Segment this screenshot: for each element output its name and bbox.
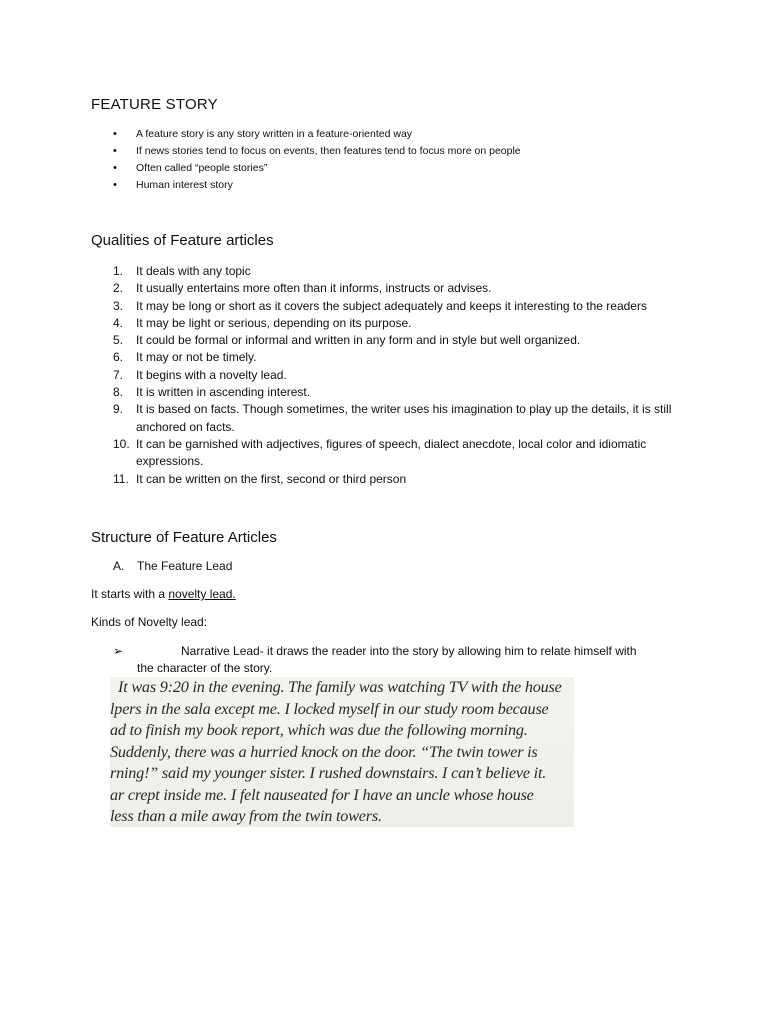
scan-line: ad to finish my book report, which was due the following morning.	[110, 721, 528, 739]
kinds-paragraph: Kinds of Novelty lead:	[91, 615, 208, 629]
list-item: • Human interest story	[91, 177, 521, 194]
list-item: • If news stories tend to focus on events, then features tend to focus more on people	[91, 143, 521, 160]
list-item: 2. It usually entertains more often than it informs, instructs or advises.	[113, 281, 492, 296]
narrative-line-1: Narrative Lead- it draws the reader into the story by allowing him to relate himself with	[181, 644, 637, 658]
list-item: 8. It is written in ascending interest.	[113, 385, 311, 400]
list-item: 5. It could be formal or informal and written in any form and in style but well organized.	[113, 333, 581, 348]
scan-line: less than a mile away from the twin towers.	[110, 807, 382, 825]
scan-line: ar crept inside me. I felt nauseated for I have an uncle whose house	[110, 785, 534, 804]
feature-lead-item	[113, 559, 232, 573]
list-item: 7. It begins with a novelty lead.	[113, 367, 287, 382]
page-title: FEATURE STORY	[91, 96, 218, 113]
scan-line: rning!” said my younger sister. I rushed downstairs. I can’t believe it.	[110, 764, 547, 782]
structure-heading: Structure of Feature Articles	[91, 529, 277, 546]
list-item: 6. It may or not be timely.	[113, 350, 257, 365]
list-item: 3. It may be long or short as it covers the subject adequately and keeps it interesting to the readers	[113, 298, 647, 313]
arrow-bullet-icon: ➢	[113, 644, 124, 658]
intro-bullet-list	[91, 126, 521, 194]
list-item: 9. It is based on facts. Though sometimes, the writer uses his imagination to play up the details, it is still anchored on facts.	[113, 402, 672, 434]
list-item: • Often called “people stories”	[91, 160, 521, 177]
scan-line: lpers in the sala except me. I locked myself in our study room because	[110, 699, 549, 718]
item-letter: A.	[113, 559, 125, 573]
list-item: 10. It can be garnished with adjectives, figures of speech, dialect anecdote, local color and idiomatic expressions.	[113, 436, 647, 469]
starts-with-paragraph: It starts with a novelty lead.	[91, 587, 236, 601]
novelty-lead-underlined: novelty lead.	[168, 587, 236, 601]
narrative-line-2: the character of the story.	[137, 661, 273, 675]
scanned-excerpt-image	[110, 677, 574, 827]
scan-line: It was 9:20 in the evening. The family was watching TV with the house	[118, 678, 562, 696]
list-item: 4. It may be light or serious, depending on its purpose.	[113, 315, 412, 330]
item-label: The Feature Lead	[137, 559, 233, 573]
qualities-heading: Qualities of Feature articles	[91, 232, 274, 249]
qualities-list	[91, 263, 681, 488]
list-item: 1. It deals with any topic	[113, 264, 251, 278]
list-item: • A feature story is any story written in a feature-oriented way	[91, 126, 521, 143]
scan-line: Suddenly, there was a hurried knock on the door. “The twin tower is	[110, 742, 538, 761]
narrative-lead-item	[113, 643, 681, 677]
list-item: 11. It can be written on the first, second or third person	[113, 471, 407, 486]
